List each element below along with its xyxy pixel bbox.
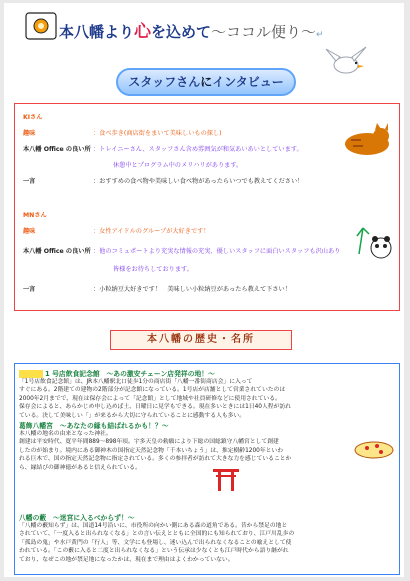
panda-illustration-icon bbox=[355, 224, 395, 262]
staff-name: KIさん bbox=[23, 114, 43, 121]
staff-row: 本八幡 Office の良い所 ：トレイニーさん、スタッフさん含め雰囲気が和気あいあいとしています。 bbox=[23, 146, 303, 153]
dish-illustration-icon bbox=[353, 434, 395, 460]
staff-row: 一言 ：おすすめの食べ物や美味しい食べ物があったらいつでも教えてください！ bbox=[23, 178, 304, 185]
section-title: 八幡の藪 〜迷宮に入るべからず！〜 bbox=[19, 514, 135, 522]
section-body: 本八幡の地名の由来となった神社。 創建は平安時代、寛平年間889〜898年頃。宇多天皇の勅願により下総の国総鎮守八幡宮として創建 したのが始まり。境内にある御神木の国指定天然記念物「千本いちょう」は、推定樹齢1200年といわ れる巨木で、国の指定天然記念物に指定されている。多くの参拝者が訪れて大きな力を感じていることか ら、縁結びの御神徳があると信えられている。 bbox=[19, 431, 292, 471]
section-body: 「八幡の藪知らず」は、国道14号沿いに、市役所の向かい側にある森の道角である。昔から禁足の地と されていて、「一度入ると出られなくなる」との言い伝えとともに全国的にも知られており、江戸川乱歩の 「孤島の鬼」や水戸黄門の「行人」等、文学にも登場し、迷い込んで出られなくなることの喩えとして使 われている。「この藪に入ると二度と出られなくなる」という伝承は少なくとも江戸時代から語り継がれ ており、なぜこの地が禁足地になったかは、現在まで理由はよくわかっていない。 bbox=[19, 523, 295, 563]
staff-interview-box: KIさん 趣味 ：食べ歩き(商店街をまいて美味しいもの探し) 本八幡 Office の良い所 ：トレイニーさん、スタッフさん含め雰囲気が和気あいあいとしています。 休憩中とプログラム中のメリハリがあります。 一言 ：おすすめの食べ物や美味しい食べ物があったらいつでも教えてください！ MNさん 趣味 ：女性アイドルのグループが大好きです！ 本八幡 Office の良い所 ：他のコミュポートより充実な情報の充実、優しいスタッフに面白いスタッフも沢山あり 皆様をお待ちしております。 一言 ：小粒納豆大好きです！ 美味しい小粒納豆があったら教えて下さい！ bbox=[14, 103, 400, 311]
staff-name: MNさん bbox=[23, 212, 47, 219]
staff-row: 趣味 ：食べ歩き(商店街をまいて美味しいもの探し) bbox=[23, 130, 222, 137]
section-title: 葛飾八幡宮 〜あなたの縁も結ばれるかも！？〜 bbox=[19, 422, 169, 430]
history-content bbox=[14, 363, 400, 575]
document-page bbox=[4, 3, 404, 577]
staff-row: 趣味 ：女性アイドルのグループが大好きです！ bbox=[23, 228, 210, 235]
section-body: 「1号店飲食記念館」は、JR本八幡駅北口徒歩1分の商店街「八幡一番街商店会」に入って すぐにある。2階建ての建物の2階部分が記念館になっている。1号店が店舗として営業されていたのは 2000年2月までで、現在は保存会によって「記念館」として地域や社員研修などに使用されている。 保存会によると、あらかじめ申し込めば土、日曜日に見学もできる。現在多いときには1日40人程が訪れ ている。決して美味しい「」が来るから大切に守られていることに感動する人も多い。 bbox=[19, 379, 291, 419]
staff-row: 一言 ：小粒納豆大好きです！ 美味しい小粒納豆があったら教えて下さい！ bbox=[23, 286, 291, 293]
interview-banner: スタッフさんにインタビュー bbox=[116, 68, 296, 96]
heart-icon: 心 bbox=[134, 22, 152, 42]
history-heading: 本八幡の歴史・名所 bbox=[110, 330, 292, 350]
stamp-icon bbox=[22, 7, 64, 43]
staff-row: 本八幡 Office の良い所 ：他のコミュポートより充実な情報の充実、優しいスタッフに面白いスタッフも沢山あり bbox=[23, 248, 341, 255]
torii-gate-icon bbox=[211, 466, 241, 492]
section-title: 1 号店飲食記念館 〜あの激安チェーン店発祥の地！〜 bbox=[19, 368, 215, 378]
cat-illustration-icon bbox=[341, 120, 393, 156]
page-title: 本八幡より心を込めて〜ココル便り〜↵ bbox=[59, 17, 389, 43]
dove-icon bbox=[322, 43, 370, 81]
